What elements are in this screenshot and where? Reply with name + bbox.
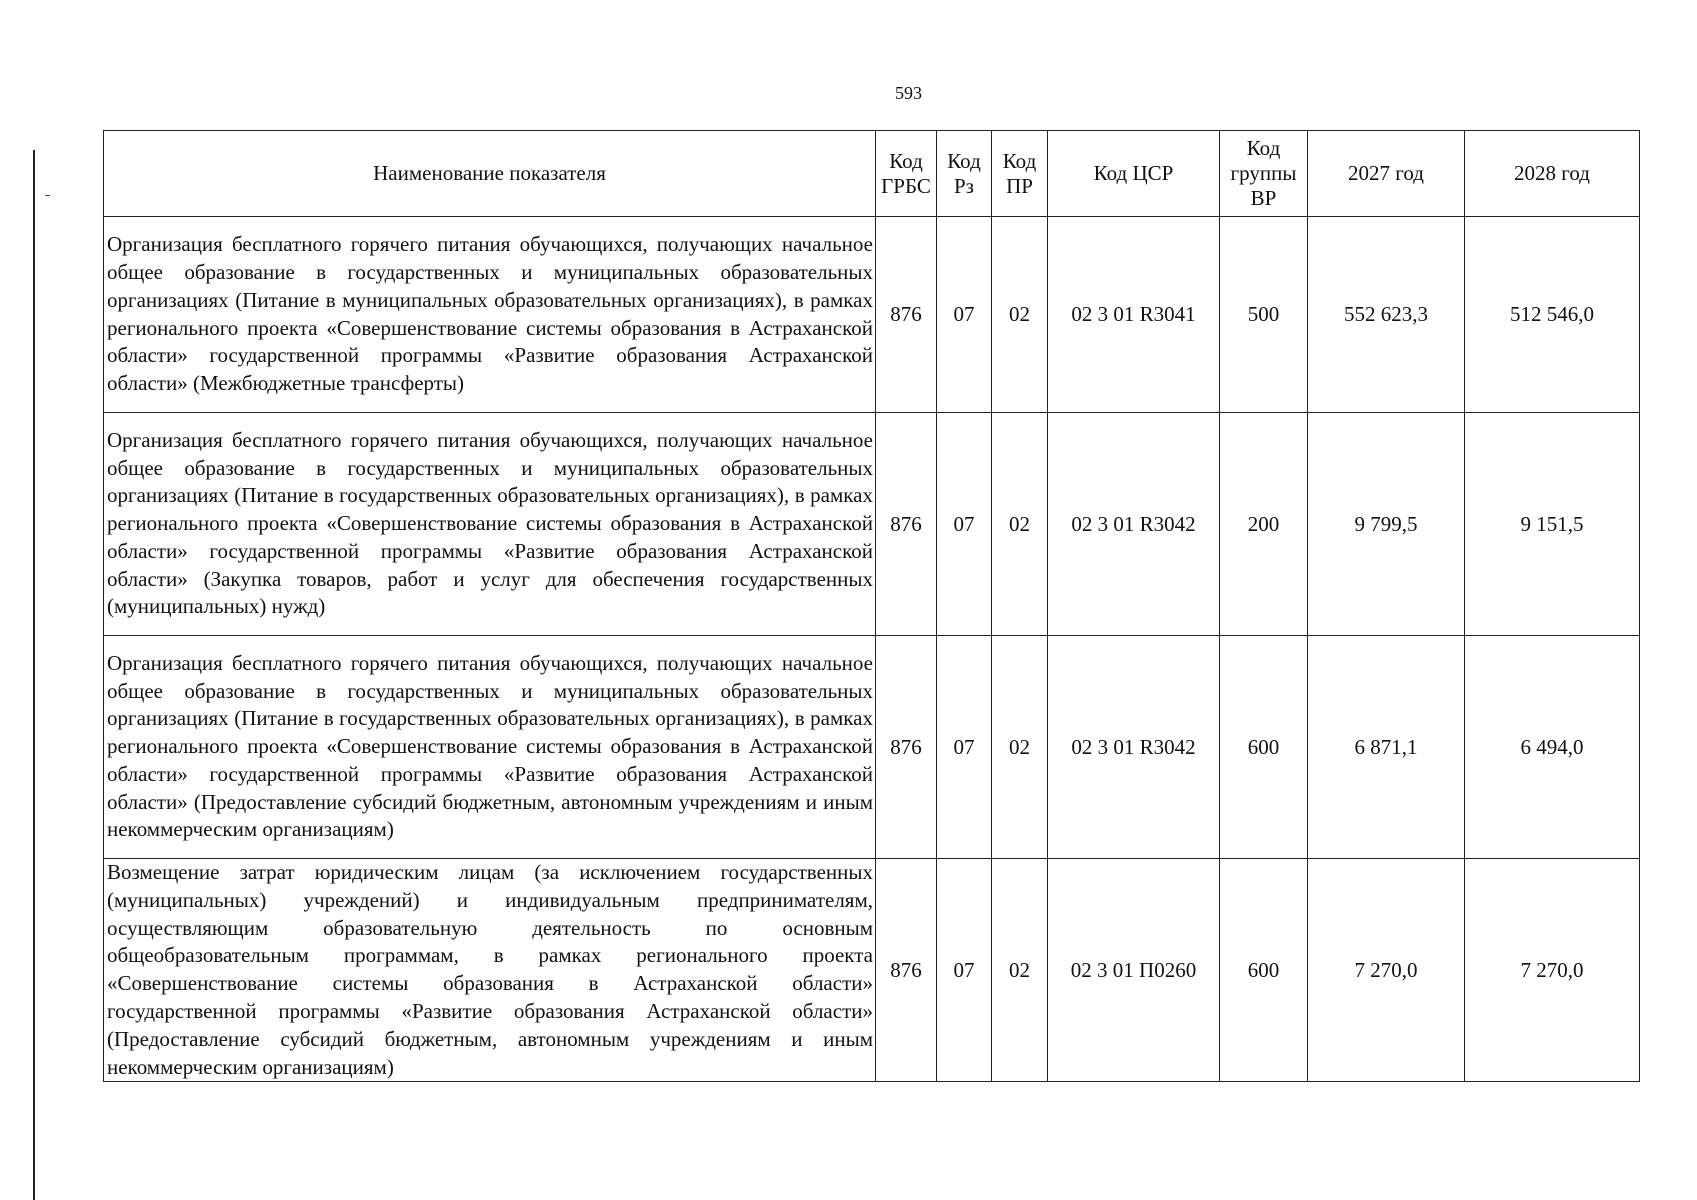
header-vr: Код группы ВР: [1220, 131, 1308, 217]
row-name: Возмещение затрат юридическим лицам (за исключением государственных (муниципальных) учреждений) и индивидуальным предпринимателям, осуществляющим образовательную деятельность по основным общеобразовательным программам, в рамках регионального проекта «Совершенствование системы образования в Астраханской области» государственной программы «Развитие образования Астраханской области» (Предоставление субсидий бюджетным, автономным учреждениям и иным некоммерческим организациям): [104, 859, 876, 1082]
budget-table: [103, 130, 1640, 1082]
row-grbs: 876: [876, 859, 937, 1082]
row-2028: 512 546,0: [1465, 217, 1640, 413]
row-csr: 02 3 01 R3041: [1048, 217, 1220, 413]
row-csr: 02 3 01 П0260: [1048, 859, 1220, 1082]
header-rz: Код Рз: [937, 131, 992, 217]
row-2028: 9 151,5: [1465, 413, 1640, 636]
header-pr: Код ПР: [992, 131, 1048, 217]
header-grbs: Код ГРБС: [876, 131, 937, 217]
scan-edge-line: [33, 150, 35, 1200]
row-csr: 02 3 01 R3042: [1048, 636, 1220, 859]
row-2028: 6 494,0: [1465, 636, 1640, 859]
row-grbs: 876: [876, 217, 937, 413]
row-2027: 6 871,1: [1308, 636, 1465, 859]
row-vr: 600: [1220, 636, 1308, 859]
header-name: Наименование показателя: [104, 131, 876, 217]
row-rz: 07: [937, 217, 992, 413]
row-vr: 200: [1220, 413, 1308, 636]
row-pr: 02: [992, 217, 1048, 413]
row-grbs: 876: [876, 636, 937, 859]
table-row: [104, 636, 1640, 859]
row-2028: 7 270,0: [1465, 859, 1640, 1082]
row-grbs: 876: [876, 413, 937, 636]
row-rz: 07: [937, 636, 992, 859]
row-name: Организация бесплатного горячего питания обучающихся, получающих начальное общее образование в государственных и муниципальных образовательных организациях (Питание в муниципальных образовательных организациях), в рамках регионального проекта «Совершенствование системы образования в Астраханской области» государственной программы «Развитие образования Астраханской области» (Межбюджетные трансферты): [104, 217, 876, 413]
scan-mark: [45, 195, 50, 196]
table-row: [104, 859, 1640, 1082]
row-2027: 552 623,3: [1308, 217, 1465, 413]
header-2028: 2028 год: [1465, 131, 1640, 217]
table-row: [104, 217, 1640, 413]
row-pr: 02: [992, 413, 1048, 636]
row-rz: 07: [937, 413, 992, 636]
row-vr: 500: [1220, 217, 1308, 413]
header-2027: 2027 год: [1308, 131, 1465, 217]
row-2027: 9 799,5: [1308, 413, 1465, 636]
row-pr: 02: [992, 636, 1048, 859]
row-2027: 7 270,0: [1308, 859, 1465, 1082]
row-vr: 600: [1220, 859, 1308, 1082]
page-number: 593: [895, 83, 922, 103]
row-name: Организация бесплатного горячего питания обучающихся, получающих начальное общее образование в государственных и муниципальных образовательных организациях (Питание в государственных образовательных организациях), в рамках регионального проекта «Совершенствование системы образования в Астраханской области» государственной программы «Развитие образования Астраханской области» (Закупка товаров, работ и услуг для обеспечения государственных (муниципальных) нужд): [104, 413, 876, 636]
table-header-row: [104, 131, 1640, 217]
row-rz: 07: [937, 859, 992, 1082]
header-csr: Код ЦСР: [1048, 131, 1220, 217]
row-csr: 02 3 01 R3042: [1048, 413, 1220, 636]
row-name: Организация бесплатного горячего питания обучающихся, получающих начальное общее образование в государственных и муниципальных образовательных организациях (Питание в государственных образовательных организациях), в рамках регионального проекта «Совершенствование системы образования в Астраханской области» государственной программы «Развитие образования Астраханской области» (Предоставление субсидий бюджетным, автономным учреждениям и иным некоммерческим организациям): [104, 636, 876, 859]
table-row: [104, 413, 1640, 636]
row-pr: 02: [992, 859, 1048, 1082]
